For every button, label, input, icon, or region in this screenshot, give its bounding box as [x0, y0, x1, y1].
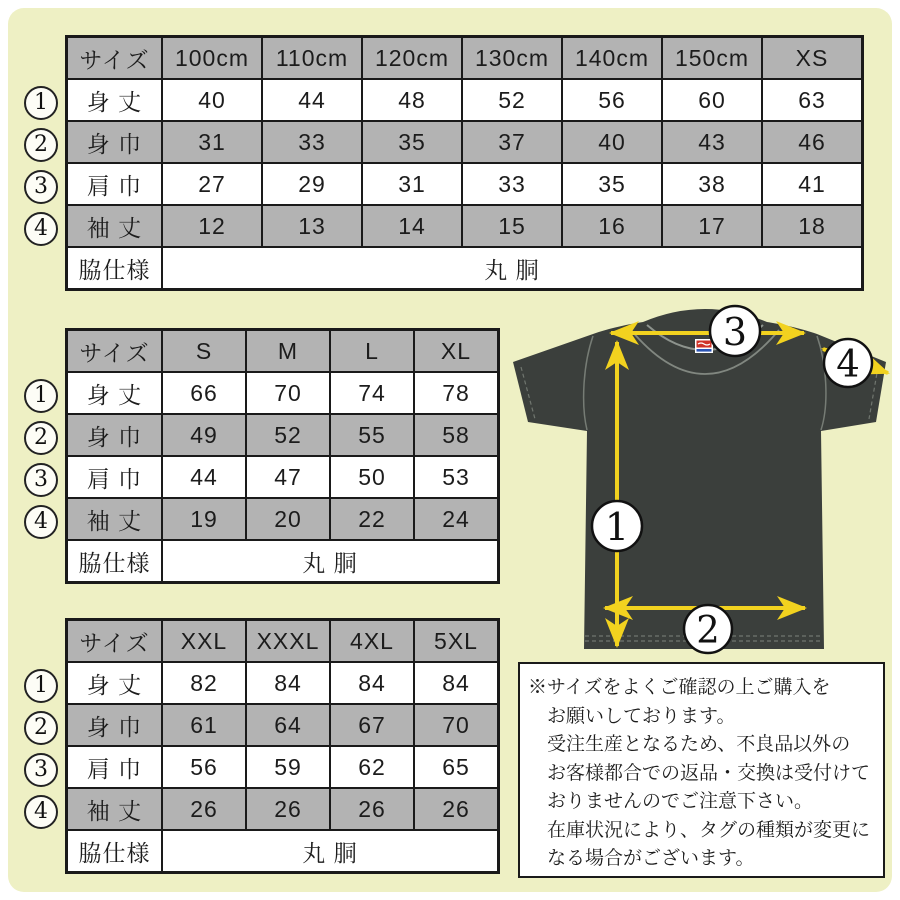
row-label: 肩 巾: [67, 163, 163, 205]
header-cell: サイズ: [67, 37, 163, 80]
header-cell: 120cm: [362, 37, 462, 80]
diagram-marker-3: [710, 306, 760, 356]
cell: 65: [414, 746, 499, 788]
header-cell: 100cm: [162, 37, 262, 80]
tshirt-graphic: [505, 300, 895, 660]
header-cell: 110cm: [262, 37, 362, 80]
row-label: 身 巾: [67, 704, 163, 746]
purchase-notice-box: [518, 662, 885, 878]
cell: 64: [246, 704, 330, 746]
cell: 33: [262, 121, 362, 163]
row-label: 脇仕様: [67, 247, 163, 290]
notice-line: ※サイズをよくご確認の上ご購入を: [528, 677, 831, 698]
cell: 63: [762, 79, 863, 121]
row-label: 身 丈: [67, 662, 163, 704]
cell: 78: [414, 372, 499, 414]
notice-line: 受注生産となるため、不良品以外の: [547, 734, 851, 755]
table-row: [67, 79, 863, 121]
cell: 53: [414, 456, 499, 498]
header-cell: M: [246, 330, 330, 373]
header-cell: L: [330, 330, 414, 373]
cell: 52: [246, 414, 330, 456]
footer-value: 丸 胴: [162, 830, 499, 873]
cell: 56: [162, 746, 246, 788]
table-header-row: [67, 330, 499, 373]
cell: 33: [462, 163, 562, 205]
footer-value: 丸 胴: [162, 540, 499, 583]
table-row: [67, 163, 863, 205]
row-marker-3: 3: [24, 170, 58, 204]
header-cell: XXL: [162, 620, 246, 663]
header-cell: 4XL: [330, 620, 414, 663]
size-table-adult: [65, 328, 500, 584]
row-marker-4: 4: [24, 212, 58, 246]
row-label: 肩 巾: [67, 746, 163, 788]
size-table-kids: [65, 35, 864, 291]
notice-line: なる場合がございます。: [547, 848, 755, 869]
row-marker-3: 3: [24, 753, 58, 787]
header-cell: XS: [762, 37, 863, 80]
cell: 49: [162, 414, 246, 456]
cell: 12: [162, 205, 262, 247]
cell: 58: [414, 414, 499, 456]
cell: 18: [762, 205, 863, 247]
row-marker-2: 2: [24, 711, 58, 745]
cell: 84: [330, 662, 414, 704]
cell: 40: [562, 121, 662, 163]
header-cell: 150cm: [662, 37, 762, 80]
row-marker-2: 2: [24, 128, 58, 162]
row-label: 身 丈: [67, 79, 163, 121]
cell: 66: [162, 372, 246, 414]
diagram-marker-2: [684, 605, 732, 653]
row-marker-3: 3: [24, 463, 58, 497]
notice-line: 在庫状況により、タグの種類が変更に: [547, 819, 871, 841]
notice-line: お願いしております。: [547, 705, 736, 727]
cell: 46: [762, 121, 863, 163]
row-marker-1: 1: [24, 669, 58, 703]
cell: 27: [162, 163, 262, 205]
cell: 20: [246, 498, 330, 540]
cell: 59: [246, 746, 330, 788]
brand-tag-icon: [695, 339, 713, 353]
cell: 74: [330, 372, 414, 414]
cell: 48: [362, 79, 462, 121]
header-cell: サイズ: [67, 330, 163, 373]
cell: 41: [762, 163, 863, 205]
cell: 70: [246, 372, 330, 414]
notice-line: おりませんのでご注意下さい。: [547, 791, 814, 812]
cell: 55: [330, 414, 414, 456]
header-cell: 130cm: [462, 37, 562, 80]
tshirt-diagram: [505, 300, 895, 660]
row-label: 身 巾: [67, 121, 163, 163]
row-label: 脇仕様: [67, 830, 163, 873]
table-footer-row: [67, 247, 863, 290]
svg-text:1: 1: [604, 505, 630, 549]
header-cell: S: [162, 330, 246, 373]
header-cell: サイズ: [67, 620, 163, 663]
row-label: 袖 丈: [67, 205, 163, 247]
cell: 62: [330, 746, 414, 788]
cell: 15: [462, 205, 562, 247]
cell: 26: [162, 788, 246, 830]
cell: 14: [362, 205, 462, 247]
table-row: [67, 788, 499, 830]
cell: 44: [162, 456, 246, 498]
cell: 31: [162, 121, 262, 163]
cell: 84: [414, 662, 499, 704]
table-row: [67, 372, 499, 414]
cell: 38: [662, 163, 762, 205]
cell: 43: [662, 121, 762, 163]
table-row: [67, 498, 499, 540]
header-cell: 5XL: [414, 620, 499, 663]
cell: 40: [162, 79, 262, 121]
table-row: [67, 746, 499, 788]
cell: 35: [562, 163, 662, 205]
cell: 24: [414, 498, 499, 540]
row-marker-4: 4: [24, 505, 58, 539]
cell: 17: [662, 205, 762, 247]
cell: 37: [462, 121, 562, 163]
table-row: [67, 121, 863, 163]
cell: 26: [246, 788, 330, 830]
table-row: [67, 414, 499, 456]
cell: 26: [414, 788, 499, 830]
svg-text:4: 4: [836, 342, 860, 386]
row-label: 肩 巾: [67, 456, 163, 498]
cell: 56: [562, 79, 662, 121]
size-table-large: [65, 618, 500, 874]
table-row: [67, 456, 499, 498]
row-label: 脇仕様: [67, 540, 163, 583]
cell: 82: [162, 662, 246, 704]
row-label: 身 丈: [67, 372, 163, 414]
diagram-marker-4: [824, 339, 872, 387]
row-marker-1: 1: [24, 379, 58, 413]
cell: 16: [562, 205, 662, 247]
table-row: [67, 205, 863, 247]
table-header-row: [67, 620, 499, 663]
header-cell: XL: [414, 330, 499, 373]
cell: 31: [362, 163, 462, 205]
header-cell: 140cm: [562, 37, 662, 80]
row-marker-1: 1: [24, 86, 58, 120]
cell: 50: [330, 456, 414, 498]
cell: 26: [330, 788, 414, 830]
cell: 70: [414, 704, 499, 746]
row-label: 身 巾: [67, 414, 163, 456]
row-marker-2: 2: [24, 421, 58, 455]
cell: 52: [462, 79, 562, 121]
row-label: 袖 丈: [67, 498, 163, 540]
notice-line: お客様都合での返品・交換は受付けて: [547, 762, 871, 784]
row-marker-4: 4: [24, 795, 58, 829]
table-row: [67, 704, 499, 746]
cell: 35: [362, 121, 462, 163]
svg-text:2: 2: [696, 608, 720, 652]
row-label: 袖 丈: [67, 788, 163, 830]
cell: 84: [246, 662, 330, 704]
table-footer-row: [67, 540, 499, 583]
header-cell: XXXL: [246, 620, 330, 663]
footer-value: 丸 胴: [162, 247, 863, 290]
table-footer-row: [67, 830, 499, 873]
table-header-row: [67, 37, 863, 80]
svg-text:3: 3: [722, 310, 748, 354]
cell: 13: [262, 205, 362, 247]
cell: 44: [262, 79, 362, 121]
cell: 61: [162, 704, 246, 746]
cell: 19: [162, 498, 246, 540]
table-row: [67, 662, 499, 704]
cell: 60: [662, 79, 762, 121]
cell: 22: [330, 498, 414, 540]
cell: 29: [262, 163, 362, 205]
diagram-marker-1: [592, 501, 642, 551]
cell: 47: [246, 456, 330, 498]
cell: 67: [330, 704, 414, 746]
